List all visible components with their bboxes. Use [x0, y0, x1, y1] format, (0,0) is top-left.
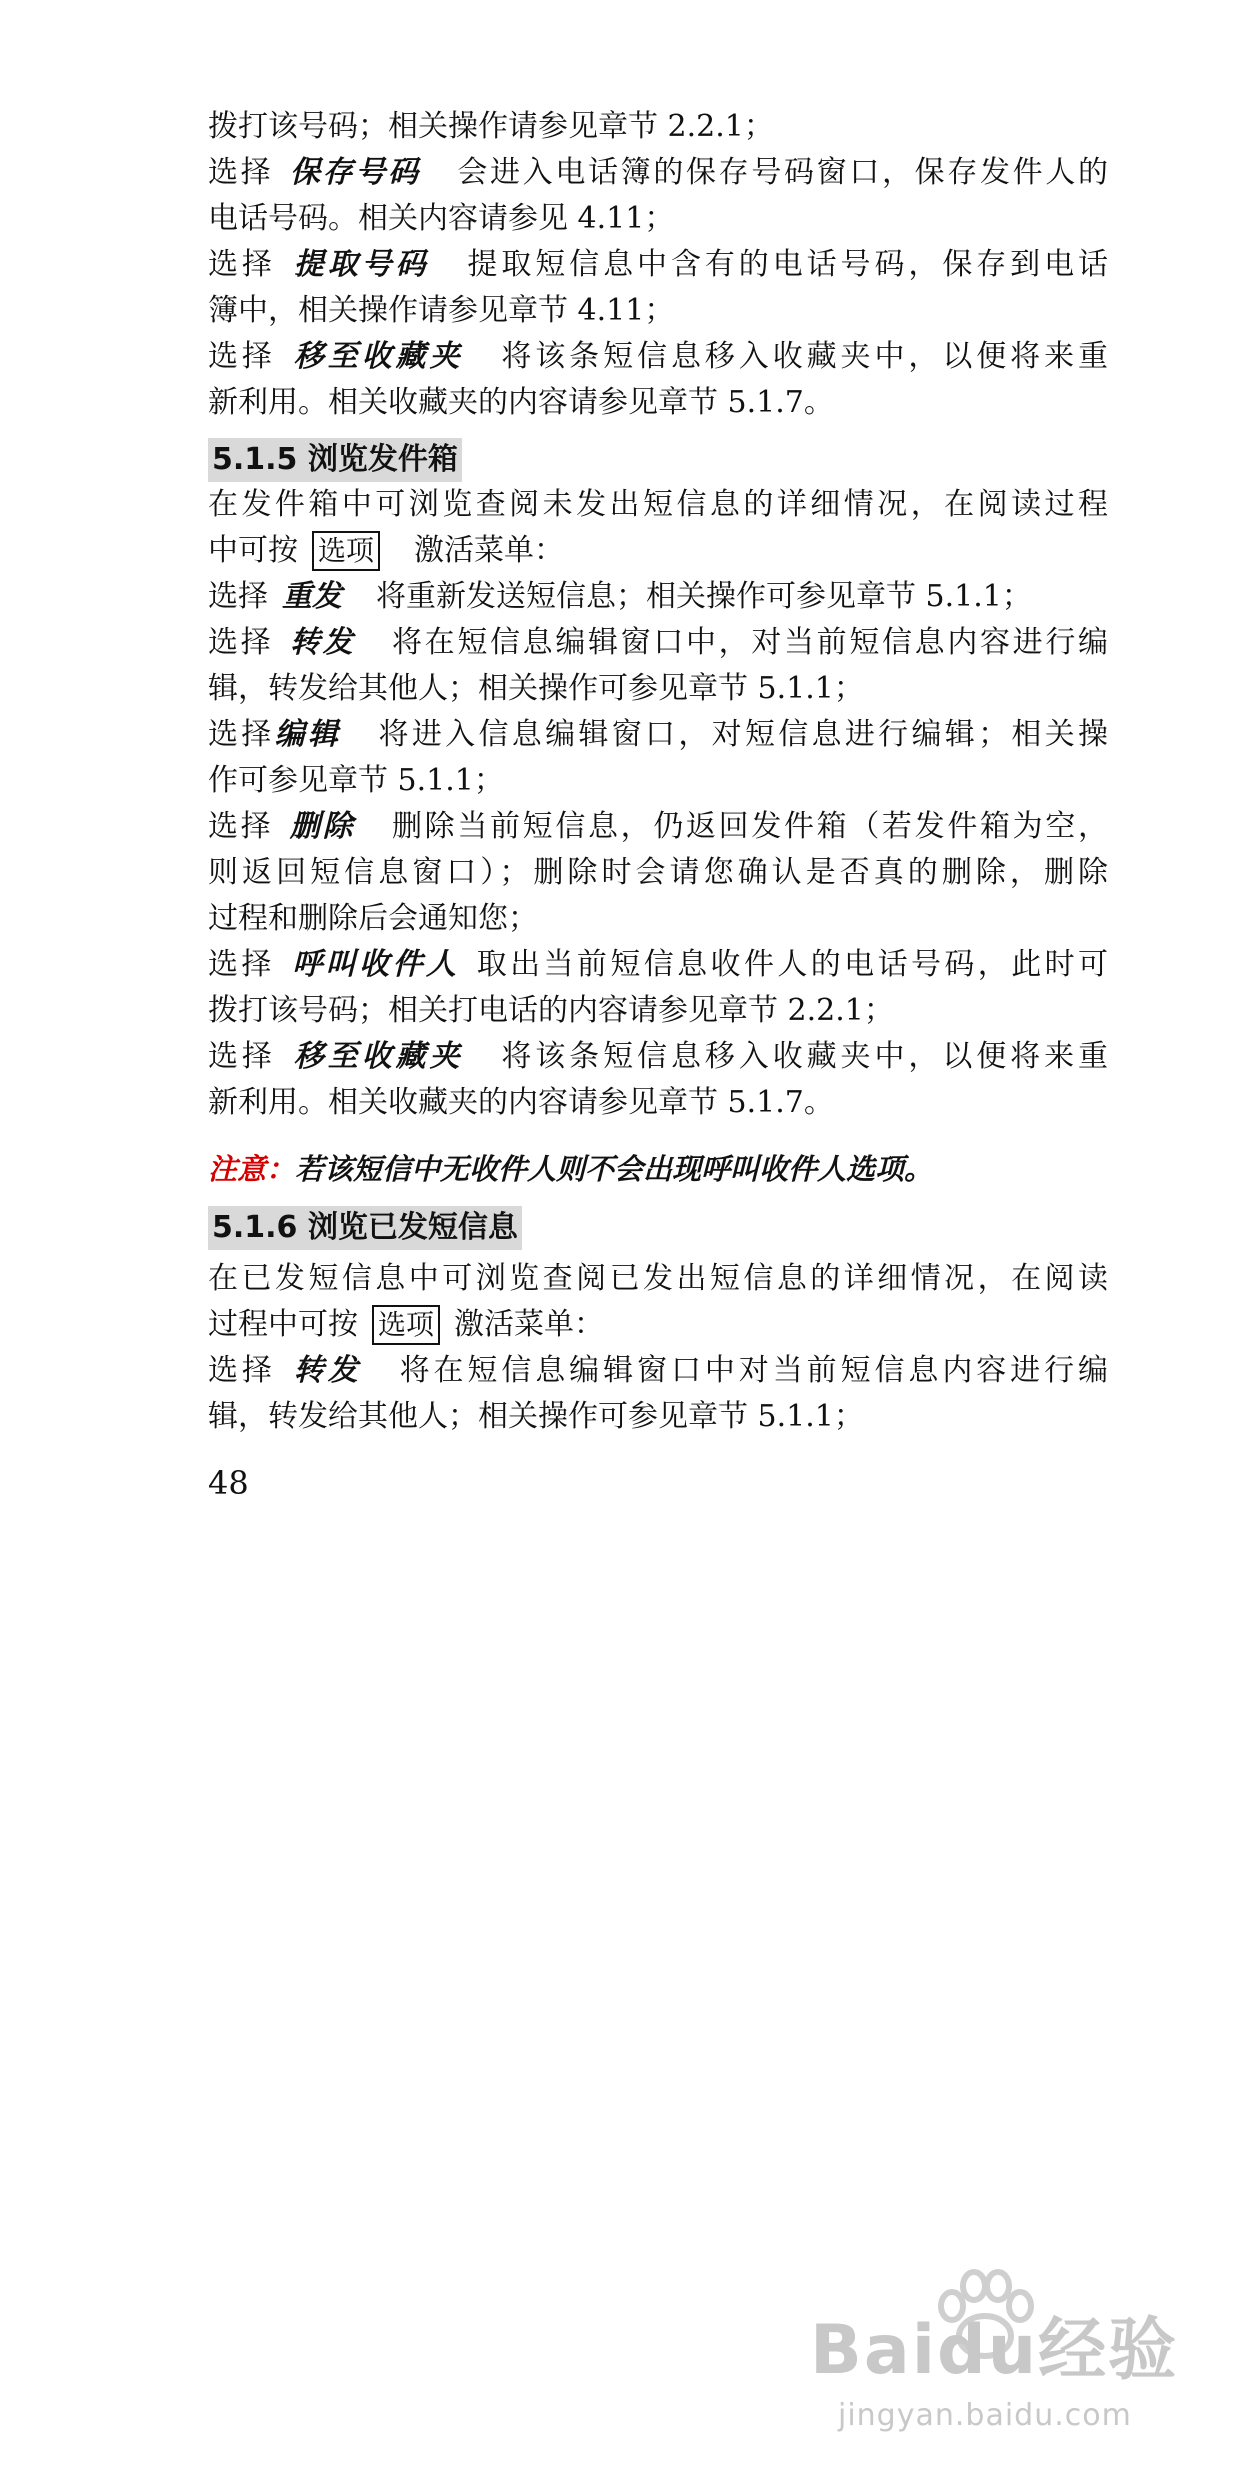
body-line: 作可参见章节 5.1.1；: [208, 763, 504, 798]
select-prefix: 选择: [208, 625, 274, 660]
select-prefix: 选择: [208, 947, 275, 982]
menu-item-edit: [208, 712, 1108, 758]
description: 将在短信息编辑窗口中对当前短信息内容进行编: [395, 1353, 1109, 1388]
options-key: 选项: [312, 531, 380, 571]
body-line: 在发件箱中可浏览查阅未发出短信息的详细情况，在阅读过程: [208, 487, 1108, 522]
keyword-delete: 删除: [287, 809, 356, 844]
body-line: 过程和删除后会通知您；: [208, 901, 538, 936]
description: 将重新发送短信息；相关操作可参见章节 5.1.1；: [376, 579, 1032, 614]
body-line: 辑，转发给其他人；相关操作可参见章节 5.1.1；: [208, 1399, 864, 1434]
menu-item-call-recipient: [208, 942, 1108, 988]
keyword-call-recipient: 呼叫收件人: [288, 947, 460, 982]
body-line: [208, 1302, 1108, 1348]
section-heading-5-1-6: 5.1.6 浏览已发短信息: [208, 1206, 522, 1250]
select-prefix: 选择: [208, 579, 268, 614]
manual-page: [208, 104, 1108, 1506]
watermark-logo: Baidu经验: [810, 2311, 1179, 2390]
menu-item-delete: [208, 804, 1108, 850]
note-text: 若该短信中无收件人则不会出现呼叫收件人选项。: [295, 1152, 934, 1186]
select-prefix: 选择: [208, 155, 274, 190]
body-line: 辑，转发给其他人；相关操作可参见章节 5.1.1；: [208, 671, 864, 706]
intro-text: 过程中可按: [208, 1307, 358, 1342]
menu-item-forward: [208, 620, 1108, 666]
menu-item-move-to-favorites: [208, 1034, 1108, 1080]
body-line: 簿中，相关操作请参见章节 4.11；: [208, 293, 675, 328]
select-prefix: 选择: [208, 247, 276, 282]
select-prefix: 选择: [208, 1039, 276, 1074]
body-line: [208, 528, 1108, 574]
menu-item-forward: [208, 1348, 1108, 1394]
description: 将在短信息编辑窗口中，对当前短信息内容进行编: [389, 625, 1109, 660]
select-prefix: 选择: [208, 339, 276, 374]
body-line: 新利用。相关收藏夹的内容请参见章节 5.1.7。: [208, 1085, 834, 1120]
baidu-jingyan-watermark: [810, 2286, 1190, 2456]
watermark-url: jingyan.baidu.com: [838, 2398, 1132, 2433]
options-key: 选项: [372, 1305, 440, 1345]
description: 将进入信息编辑窗口，对短信息进行编辑；相关操: [375, 717, 1109, 752]
keyword-save-number: 保存号码: [287, 155, 421, 190]
intro-text: 激活菜单：: [414, 533, 565, 568]
body-line: 则返回短信息窗口）；删除时会请您确认是否真的删除，删除: [208, 855, 1108, 890]
body-line: 电话号码。相关内容请参见 4.11；: [208, 201, 675, 236]
body-line: 拨打该号码；相关操作请参见章节 2.2.1；: [208, 109, 774, 144]
menu-item-extract-number: [208, 242, 1108, 288]
note-label: 注意：: [208, 1152, 296, 1186]
menu-item-resend: [208, 574, 1108, 620]
section-heading-5-1-5: 5.1.5 浏览发件箱: [208, 438, 462, 482]
keyword-forward: 转发: [287, 625, 356, 660]
select-prefix: 选择: [208, 809, 274, 844]
select-prefix: 选择: [208, 717, 275, 752]
description: 将该条短信息移入收藏夹中，以便将来重: [497, 339, 1109, 374]
body-line: 在已发短信息中可浏览查阅已发出短信息的详细情况，在阅读: [208, 1261, 1108, 1296]
page-number: 48: [208, 1464, 249, 1502]
keyword-move-to-favorites: 移至收藏夹: [289, 339, 464, 374]
menu-item-save-number: [208, 150, 1108, 196]
keyword-forward: 转发: [289, 1353, 362, 1388]
keyword-extract-number: 提取号码: [289, 247, 430, 282]
body-line: 新利用。相关收藏夹的内容请参见章节 5.1.7。: [208, 385, 834, 420]
note: [208, 1146, 1108, 1192]
intro-text: 中可按: [208, 533, 298, 568]
intro-text: 激活菜单：: [454, 1307, 605, 1342]
menu-item-move-to-favorites: [208, 334, 1108, 380]
description: 取出当前短信息收件人的电话号码，此时可: [473, 947, 1109, 982]
body-line: 拨打该号码；相关打电话的内容请参见章节 2.2.1；: [208, 993, 894, 1028]
select-prefix: 选择: [208, 1353, 276, 1388]
description: 将该条短信息移入收藏夹中，以便将来重: [497, 1039, 1109, 1074]
description: 提取短信息中含有的电话号码，保存到电话: [463, 247, 1109, 282]
keyword-resend: 重发: [282, 579, 342, 614]
description: 删除当前短信息，仍返回发件箱（若发件箱为空，: [389, 809, 1109, 844]
keyword-move-to-favorites: 移至收藏夹: [289, 1039, 464, 1074]
description: 会进入电话簿的保存号码窗口，保存发件人的: [454, 155, 1109, 190]
keyword-edit: 编辑: [274, 717, 342, 752]
